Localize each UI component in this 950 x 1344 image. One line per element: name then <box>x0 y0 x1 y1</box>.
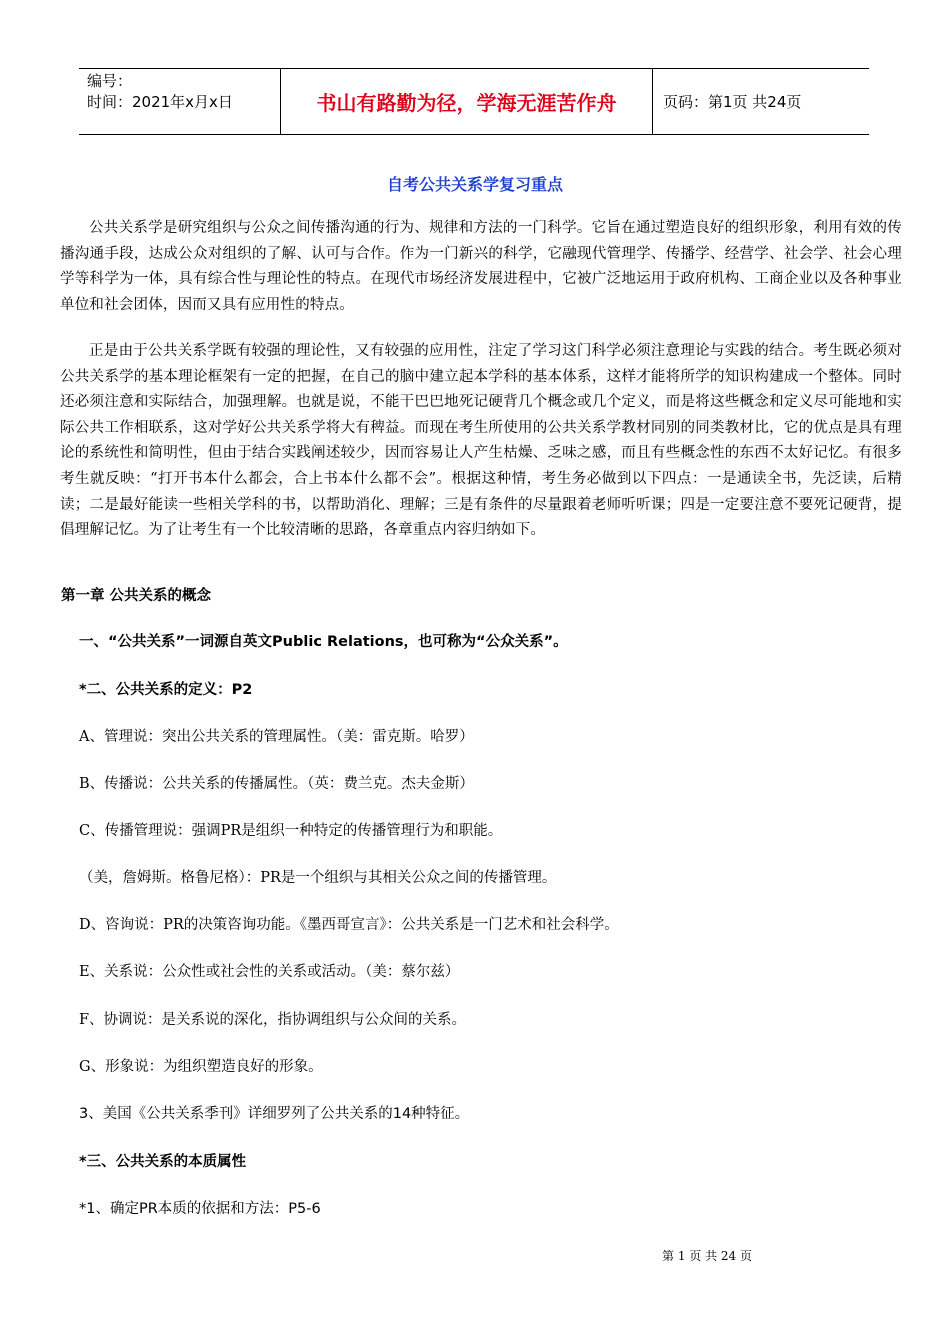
header-table <box>79 68 869 135</box>
definition-item-d: D、咨询说：PR的决策咨询功能。《墨西哥宣言》：公共关系是一门艺术和社会科学。 <box>79 917 619 933</box>
date-label: 时间：2021年x月x日 <box>87 93 233 111</box>
section-heading-1: 一、“公共关系”一词源自英文Public Relations，也可称为“公众关系”。 <box>79 634 568 650</box>
chapter-title: 第一章 公共关系的概念 <box>61 588 212 604</box>
definition-item-g: G、形象说：为组织塑造良好的形象。 <box>79 1059 323 1075</box>
definition-item-a: A、管理说：突出公共关系的管理属性。（美：雷克斯。哈罗） <box>79 729 474 745</box>
motto: 书山有路勤为径，学海无涯苦作舟 <box>281 69 653 134</box>
section-heading-3: *三、公共关系的本质属性 <box>79 1154 247 1170</box>
section-3-item-1: *1、确定PR本质的依据和方法：P5-6 <box>79 1201 321 1217</box>
page-info: 页码：第1页 共24页 <box>663 93 802 111</box>
definition-item-c: C、传播管理说：强调PR是组织一种特定的传播管理行为和职能。 <box>79 823 503 839</box>
item-3: 3、美国《公共关系季刊》详细罗列了公共关系的14种特征。 <box>79 1106 470 1122</box>
section-heading-2: *二、公共关系的定义：P2 <box>79 682 253 698</box>
definition-item-b: B、传播说：公共关系的传播属性。（英：费兰克。杰夫金斯） <box>79 776 474 792</box>
definition-item-c-note: （美，詹姆斯。格鲁尼格）：PR是一个组织与其相关公众之间的传播管理。 <box>79 870 557 886</box>
definition-item-f: F、协调说：是关系说的深化，指协调组织与公众间的关系。 <box>79 1012 467 1028</box>
paragraph-study-advice: 正是由于公共关系学既有较强的理论性，又有较强的应用性，注定了学习这门科学必须注意理论与实践的结合。考生既必须对公共关系学的基本理论框架有一定的把握，在自己的脑中建立起本学科的基本体系，这样才能将所学的知识构建成一个整体。同时还必须注意和实际结合，加强理解。也就是说，不能干巴巴地死记硬背几个概念或几个定义，而是将这些概念和定义尽可能地和实际公共工作相联系，这对学好公共关系学将大有稗益。而现在考生所使用的公共关系学教材同别的同类教材比，它的优点是具有理论的系统性和简明性，但由于结合实践阐述较少，因而容易让人产生枯燥、乏味之感，而且有些概念性的东西不太好记忆。有很多考生就反映：“打开书本什么都会，合上书本什么都不会”。根据这种情，考生务必做到以下四点：一是通读全书，先泛读，后精读；二是最好能读一些相关学科的书，以帮助消化、理解；三是有条件的尽量跟着老师听听课；四是一定要注意不要死记硬背，提倡理解记忆。为了让考生有一个比较清晰的思路，各章重点内容归纳如下。 <box>60 343 902 539</box>
paragraph-intro: 公共关系学是研究组织与公众之间传播沟通的行为、规律和方法的一门科学。它旨在通过塑造良好的组织形象，利用有效的传播沟通手段，达成公众对组织的了解、认可与合作。作为一门新兴的科学，它融现代管理学、传播学、经营学、社会学、社会心理学等科学为一体，具有综合性与理论性的特点。在现代市场经济发展进程中，它被广泛地运用于政府机构、工商企业以及各种事业单位和社会团体，因而又具有应用性的特点。 <box>60 220 902 313</box>
page-footer: 第 1 页 共 24 页 <box>662 1249 752 1263</box>
definition-item-e: E、关系说：公众性或社会性的关系或活动。（美：蔡尔兹） <box>79 964 460 980</box>
header-left-cell <box>79 69 281 134</box>
document-title: 自考公共关系学复习重点 <box>386 175 563 194</box>
number-label: 编号： <box>87 72 133 90</box>
